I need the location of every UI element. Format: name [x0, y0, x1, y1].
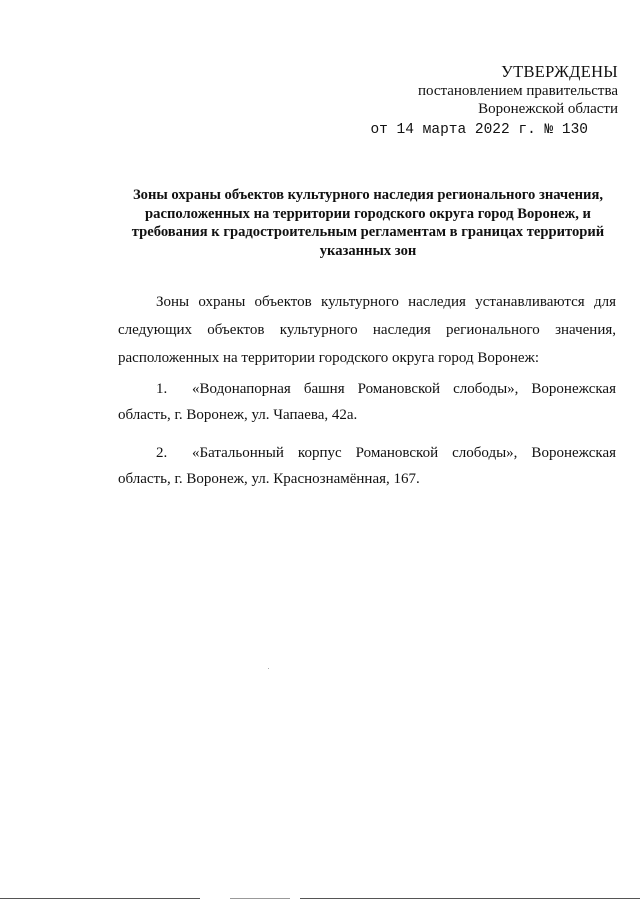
list-item-text: «Батальонный корпус Романовской слободы», Воронежская область, г. Воронеж, ул. Краснознамённая, 167. [118, 445, 616, 487]
approval-line-1: постановлением правительства [417, 83, 618, 99]
document-body [118, 288, 616, 492]
list-item [118, 440, 616, 492]
approval-title: УТВЕРЖДЕНЫ [501, 62, 618, 81]
approval-line-2: Воронежской области [478, 101, 618, 117]
list-item-text: «Водонапорная башня Романовской слободы», Воронежская область, г. Воронеж, ул. Чапаева, 42а. [118, 381, 616, 423]
bottom-rule [230, 898, 290, 899]
scan-speck [268, 668, 269, 669]
bottom-rule [0, 898, 200, 899]
approval-block [370, 62, 618, 140]
list-item-number: 1. [156, 381, 168, 397]
bottom-rule [300, 898, 640, 899]
list-item-number: 2. [156, 445, 168, 461]
document-title: Зоны охраны объектов культурного наследия регионального значения, расположенных на территории городского округа город Воронеж, и требования к градостроительным регламентам в границах территорий указанных зон [131, 187, 605, 259]
approval-date-line: от 14 марта 2022 г. № 130 [370, 122, 588, 138]
intro-paragraph: Зоны охраны объектов культурного наследия устанавливаются для следующих объектов культурного наследия регионального значения, расположенных на территории городского округа город Воронеж: [118, 294, 616, 366]
list-item [118, 376, 616, 428]
